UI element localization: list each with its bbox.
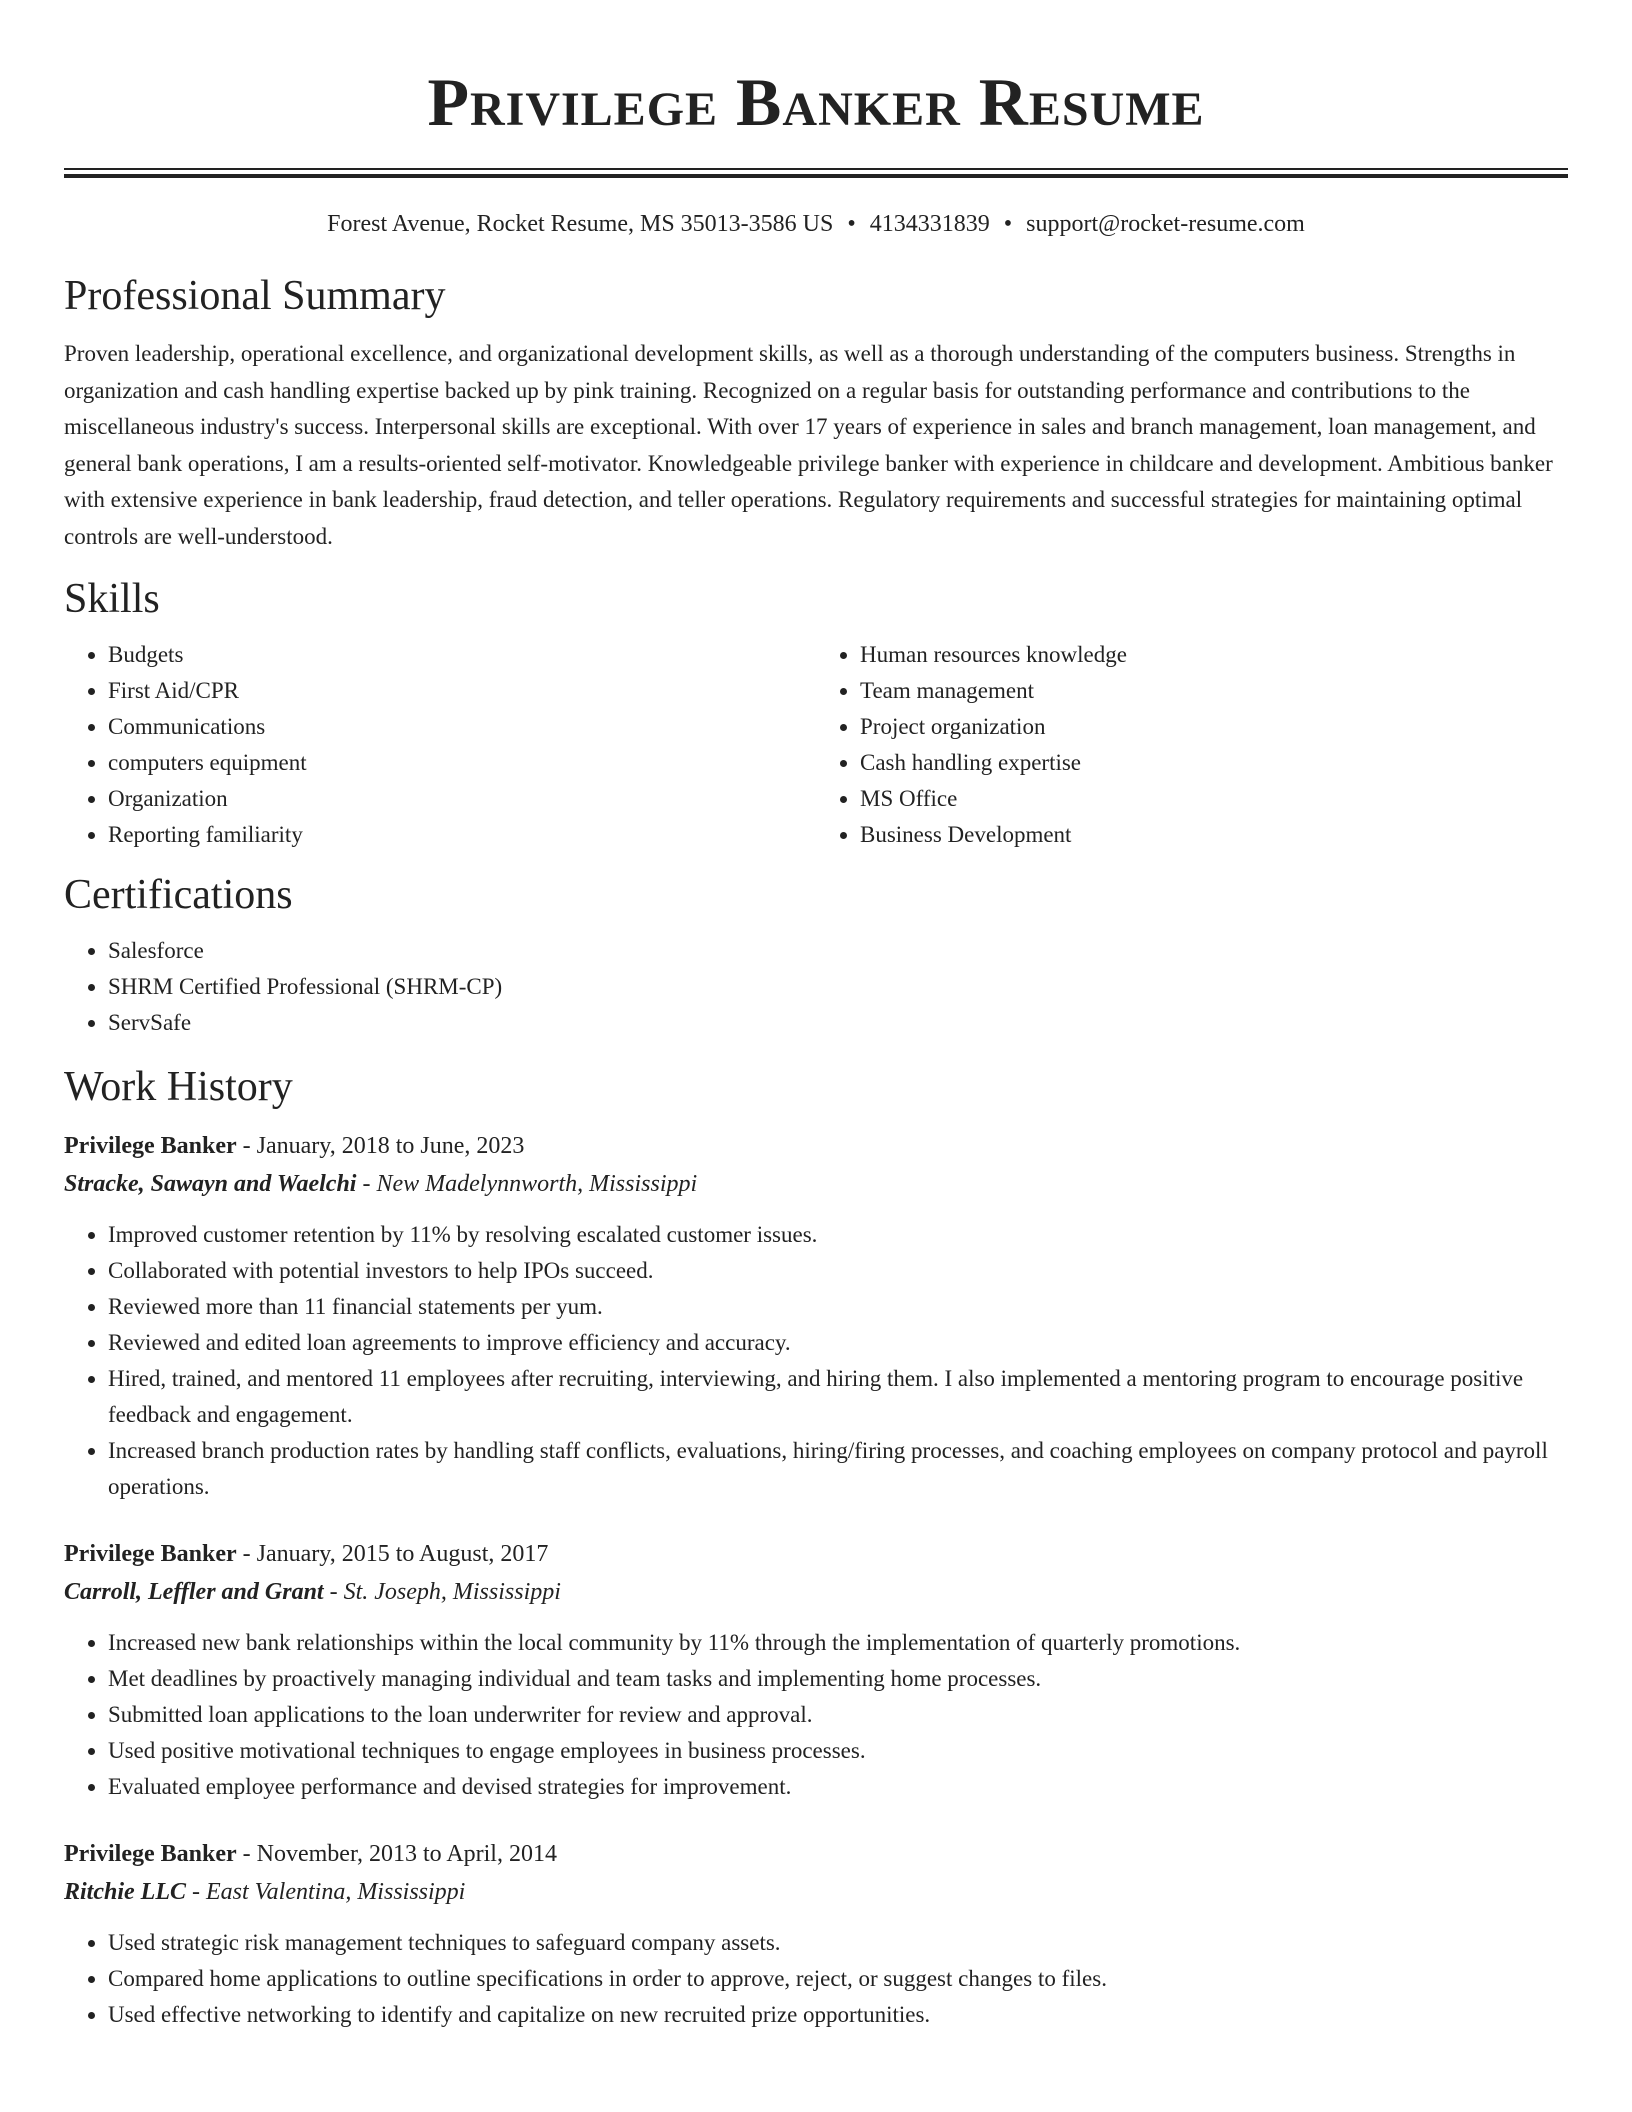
job-role: Privilege Banker <box>64 1841 237 1867</box>
job-entry <box>64 1835 1568 2033</box>
skills-heading: Skills <box>64 576 160 622</box>
job-role: Privilege Banker <box>64 1541 237 1567</box>
job-bullets <box>64 1925 1568 2033</box>
job-company: Carroll, Leffler and Grant <box>64 1579 324 1605</box>
work-history-section <box>64 1061 1568 2033</box>
certification-item: • SHRM Certified Professional (SHRM-CP) <box>108 969 1568 1005</box>
skill-item: • Organization <box>108 781 816 817</box>
skill-item: • MS Office <box>860 781 1568 817</box>
skill-item: • Communications <box>108 709 816 745</box>
job-title-line <box>64 1835 1568 1873</box>
job-location: - New Madelynnworth, Mississippi <box>356 1171 698 1197</box>
skill-item: • Cash handling expertise <box>860 745 1568 781</box>
skills-section <box>64 573 1568 853</box>
skill-item: • First Aid/CPR <box>108 673 816 709</box>
contact-separator: • <box>1003 211 1013 237</box>
job-bullet: • Increased new bank relationships within the local community by 11% through the implementation of quarterly promotions. <box>108 1625 1568 1661</box>
summary-heading: Professional Summary <box>64 273 446 319</box>
job-company-line <box>64 1873 1568 1911</box>
skills-list-left <box>64 637 816 853</box>
job-role: Privilege Banker <box>64 1133 237 1159</box>
contact-email: support@rocket-resume.com <box>1026 211 1305 237</box>
certifications-section <box>64 869 1568 1041</box>
resume-title: Privilege Banker Resume <box>427 64 1205 140</box>
job-bullets <box>64 1625 1568 1805</box>
job-title-line <box>64 1535 1568 1573</box>
skills-columns <box>64 637 1568 853</box>
skill-item: • Human resources knowledge <box>860 637 1568 673</box>
skill-item: • Team management <box>860 673 1568 709</box>
job-bullet: • Met deadlines by proactively managing individual and team tasks and implementing home processes. <box>108 1661 1568 1697</box>
job-entry <box>64 1535 1568 1805</box>
certifications-list <box>64 933 1568 1041</box>
title-divider <box>64 168 1568 178</box>
job-bullet: • Hired, trained, and mentored 11 employees after recruiting, interviewing, and hiring them. I also implemented a mentoring program to encourage positive feedback and engagement. <box>108 1361 1568 1433</box>
job-company: Ritchie LLC <box>64 1879 186 1905</box>
contact-address: Forest Avenue, Rocket Resume, MS 35013-3586 US <box>327 211 834 237</box>
job-entry <box>64 1127 1568 1505</box>
job-bullet: • Submitted loan applications to the loan underwriter for review and approval. <box>108 1697 1568 1733</box>
skill-item: • Project organization <box>860 709 1568 745</box>
job-bullets <box>64 1217 1568 1505</box>
job-bullet: • Reviewed and edited loan agreements to improve efficiency and accuracy. <box>108 1325 1568 1361</box>
summary-text: Proven leadership, operational excellence, and organizational development skills, as well as a thorough understanding of the computers business. Strengths in organization and cash handling expertise backed up by pink training. Recognized on a regular basis for outstanding performance and contributions to the miscellaneous industry's success. Interpersonal skills are exceptional. With over 17 years of experience in sales and branch management, loan management, and general bank operations, I am a results-oriented self-motivator. Knowledgeable privilege banker with experience in childcare and development. Ambitious banker with extensive experience in bank leadership, fraud detection, and teller operations. Regulatory requirements and successful strategies for maintaining optimal controls are well-understood. <box>64 341 1553 549</box>
skill-item: • computers equipment <box>108 745 816 781</box>
skill-item: • Business Development <box>860 817 1568 853</box>
job-dates: - November, 2013 to April, 2014 <box>236 1841 557 1867</box>
job-bullet: • Improved customer retention by 11% by resolving escalated customer issues. <box>108 1217 1568 1253</box>
job-company-line <box>64 1573 1568 1611</box>
contact-line <box>64 208 1568 240</box>
job-bullet: • Increased branch production rates by handling staff conflicts, evaluations, hiring/firing processes, and coaching employees on company protocol and payroll operations. <box>108 1433 1568 1505</box>
job-company-line <box>64 1165 1568 1203</box>
job-company: Stracke, Sawayn and Waelchi <box>64 1171 357 1197</box>
job-bullet: • Evaluated employee performance and devised strategies for improvement. <box>108 1769 1568 1805</box>
certification-item: • ServSafe <box>108 1005 1568 1041</box>
job-bullet: • Used effective networking to identify and capitalize on new recruited prize opportunities. <box>108 1997 1568 2033</box>
skills-list-right <box>816 637 1568 853</box>
job-dates: - January, 2015 to August, 2017 <box>236 1541 549 1567</box>
contact-separator: • <box>847 211 856 237</box>
job-dates: - January, 2018 to June, 2023 <box>236 1133 525 1159</box>
job-bullet: • Used strategic risk management techniques to safeguard company assets. <box>108 1925 1568 1961</box>
skill-item: • Reporting familiarity <box>108 817 816 853</box>
professional-summary-section <box>64 270 1568 555</box>
certification-item: • Salesforce <box>108 933 1568 969</box>
contact-phone: 4134331839 <box>869 211 990 237</box>
job-bullet: • Collaborated with potential investors to help IPOs succeed. <box>108 1253 1568 1289</box>
job-title-line <box>64 1127 1568 1165</box>
job-bullet: • Reviewed more than 11 financial statements per yum. <box>108 1289 1568 1325</box>
job-bullet: • Used positive motivational techniques to engage employees in business processes. <box>108 1733 1568 1769</box>
work-history-heading: Work History <box>64 1064 293 1110</box>
skill-item: • Budgets <box>108 637 816 673</box>
certifications-heading: Certifications <box>64 872 293 918</box>
job-location: - East Valentina, Mississippi <box>186 1879 466 1905</box>
job-location: - St. Joseph, Mississippi <box>323 1579 561 1605</box>
job-bullet: • Compared home applications to outline specifications in order to approve, reject, or suggest changes to files. <box>108 1961 1568 1997</box>
